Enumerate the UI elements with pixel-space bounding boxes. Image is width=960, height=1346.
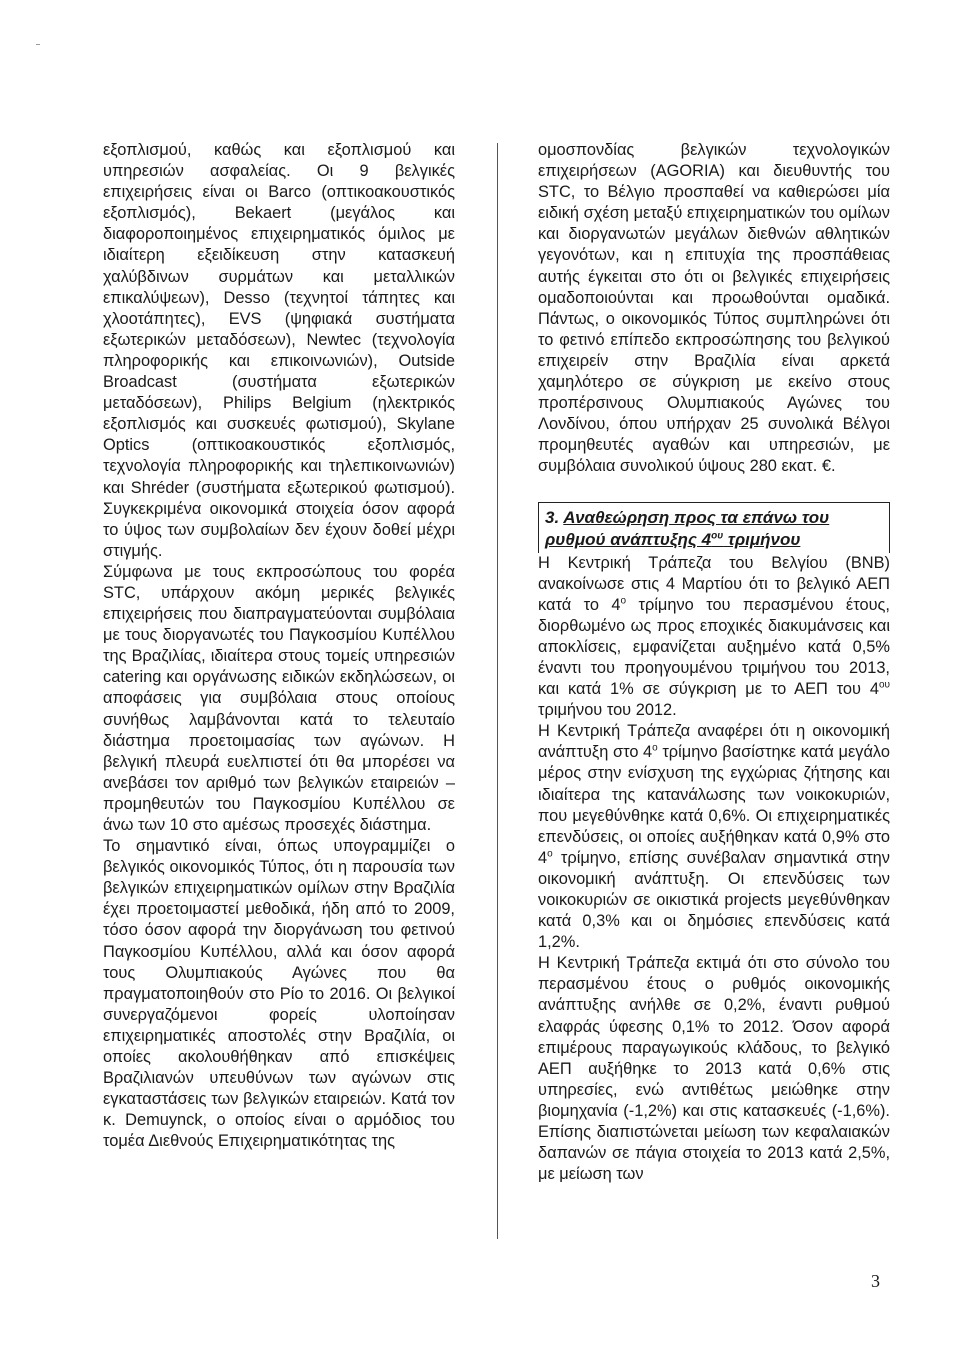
paragraph: Η Κεντρική Τράπεζα αναφέρει ότι η οικονομική ανάπτυξη στο $4^o$ τρίμηνο βασίστηκε κατά μεγάλο μέρος στην ενίσχυση της εγχώριας ζήτησης και ιδιαίτερα της κατανάλωσης των νοικοκυριών, που μεγεθύνθηκε κατά 0,6%. Οι επιχειρηματικές επενδύσεις, οι οποίες αυξήθηκαν κατά 0,9% στο $4^o$ τρίμηνο, επίσης συνέβαλαν σημαντικά στην οικονομική ανάπτυξη. Οι επενδύσεις των νοικοκυριών σε οικιστικά projects μεγεθύνθηκαν κατά 0,3% και οι δημόσιες επενδύσεις κατά 1,2%.	[538, 722, 890, 952]
left-column	[103, 140, 455, 1153]
section-heading	[538, 502, 890, 553]
scan-mark	[36, 44, 40, 45]
paragraph: Σύμφωνα με τους εκπροσώπους του φορέα STC, υπάρχουν ακόμη μερικές βελγικές επιχειρήσεις που διαπραγματεύονται συμβόλαια με τους διοργανωτές του Παγκοσμίου Κυπέλλου της Βραζιλίας, ιδιαίτερα στους τομείς υπηρεσιών catering και οργάνωσης ειδικών εκδηλώσεων, οι αποφάσεις για συμβόλαια στους οποίους συνήθως λαμβάνονται κατά το τελευταίο διάστημα προετοιμασίας των αγώνων. Η βελγική πλευρά ευελπιστεί ότι θα μπορέσει να ανεβάσει τον αριθμό των βελγικών εταιρειών – προμηθευτών του Παγκοσμίου Κυπέλλου σε άνω των 10 στο αμέσως προσεχές διάστημα.	[103, 562, 455, 834]
paragraph: Το σημαντικό είναι, όπως υπογραμμίζει ο βελγικός οικονομικός Τύπος, ότι η παρουσία των βελγικών επιχειρηματικών ομίλων στην Βραζιλία έχει προετοιμαστεί μεθοδικά, ήδη από το 2009, τόσο όσον αφορά την διοργάνωση του φετινού Παγκοσμίου Κυπέλλου, αλλά και όσον αφορά τους Ολυμπιακούς Αγώνες που θα πραγματοποιηθούν στο Ρίο το 2016. Οι βελγικοί συνεργαζόμενοι φορείς υλοποίησαν επιχειρηματικές αποστολές στην Βραζιλία, οι οποίες ακολουθήθηκαν από επισκέψεις Βραζιλιανών υπευθύνων των αγώνων στις εγκαταστάσεις των βελγικών εταιρειών. Κατά τον κ. Demuynck, ο οποίος είναι ο αρμόδιος του τομέα Διεθνούς Επιχειρηματικότητας της	[103, 837, 455, 1151]
right-column	[538, 140, 890, 1185]
column-divider	[497, 143, 498, 1239]
section-title: Αναθεώρηση προς τα επάνω του ρυθμού ανάπτυξης $4^{o\upsilon}$ τριμήνου	[545, 507, 830, 549]
paragraph: ομοσπονδίας βελγικών τεχνολογικών επιχειρήσεων (AGORIA) και διευθυντής του STC, το Βέλγιο προσπαθεί να καθιερώσει μία ειδική σχέση μεταξύ επιχειρηματικών του ομίλων και διοργανωτών μεγάλων διεθνών αθλητικών γεγονότων, και η επιτυχία της προσπάθειας αυτής έγκειται στο ότι οι βελγικές επιχειρήσεις ομαδοποιούνται και προωθούνται ομαδικά. Πάντως, ο οικονομικός Τύπος συμπληρώνει ότι το φετινό επίπεδο εκπροσώπησης του βελγικού επιχειρείν στην Βραζιλία είναι αρκετά χαμηλότερο σε σύγκριση με εκείνο στους προπέρσινους Ολυμπιακούς Αγώνες του Λονδίνου, όπου υπήρχαν 25 συνολικά Βέλγοι προμηθευτές αγαθών και υπηρεσιών, με συμβόλαια συνολικού ύψους 280 εκατ. €.	[538, 141, 890, 476]
section-number: 3.	[545, 507, 560, 527]
paragraph: Η Κεντρική Τράπεζα εκτιμά ότι στο σύνολο του περασμένου έτους ο ρυθμός οικονομικής ανάπτυξης ανήλθε σε 0,2%, έναντι ρυθμού ελαφράς ύφεσης 0,1% το 2012. Όσον αφορά επιμέρους παραγωγικούς κλάδους, το βελγικό ΑΕΠ αυξήθηκε το 2013 κατά 0,6% στις υπηρεσίες, ενώ αντιθέτως μειώθηκε στην βιομηχανία (-1,2%) και στις κατασκευές (-1,6%). Επίσης διαπιστώνεται μείωση των κεφαλαιακών δαπανών σε πάγια στοιχεία το 2013 κατά 2,5%, με μείωση των	[538, 954, 890, 1184]
paragraph: εξοπλισμού, καθώς και εξοπλισμού και υπηρεσιών ασφαλείας. Οι 9 βελγικές επιχειρήσεις είναι οι Barco (οπτικοακουστικός εξοπλισμός), Bekaert (μεγάλος και διαφοροποιημένος επιχειρηματικός όμιλος με ιδιαίτερη εξειδίκευση στην κατασκευή χαλύβδινων συρμάτων και μεταλλικών επικαλύψεων), Desso (τεχνητοί τάπητες και χλοοτάπητες), EVS (ψηφιακά συστήματα εξωτερικών μεταδόσεων), Newtec (τεχνολογία πληροφορικής και επικοινωνιών), Outside Broadcast (συστήματα εξωτερικών μεταδόσεων), Philips Belgium (ηλεκτρικός εξοπλισμός και συσκευές φωτισμού), Skylane Optics (οπτικοακουστικός εξοπλισμός, τεχνολογία πληροφορικής και τηλεπικοινωνιών) και Shréder (συστήματα εξωτερικού φωτισμού). Συγκεκριμένα οικονομικά στοιχεία όσον αφορά το ύψος των συμβολαίων δεν έχουν δοθεί μέχρι στιγμής.	[103, 141, 455, 560]
page-number: 3	[871, 1271, 880, 1291]
paragraph: Η Κεντρική Τράπεζα του Βελγίου (BNB) ανακοίνωσε στις 4 Μαρτίου ότι το βελγικό ΑΕΠ κατά το $4^o$ τρίμηνο του περασμένου έτους, διορθωμένο ως προς εποχικές διακυμάνσεις και αποκλίσεις, εμφανίζεται αυξημένο κατά 0,5% έναντι του προηγουμένου τριμήνου του 2013, και κατά 1% σε σύγκριση με το ΑΕΠ του $4^{o\upsilon}$ τριμήνου του 2012.	[538, 553, 890, 720]
